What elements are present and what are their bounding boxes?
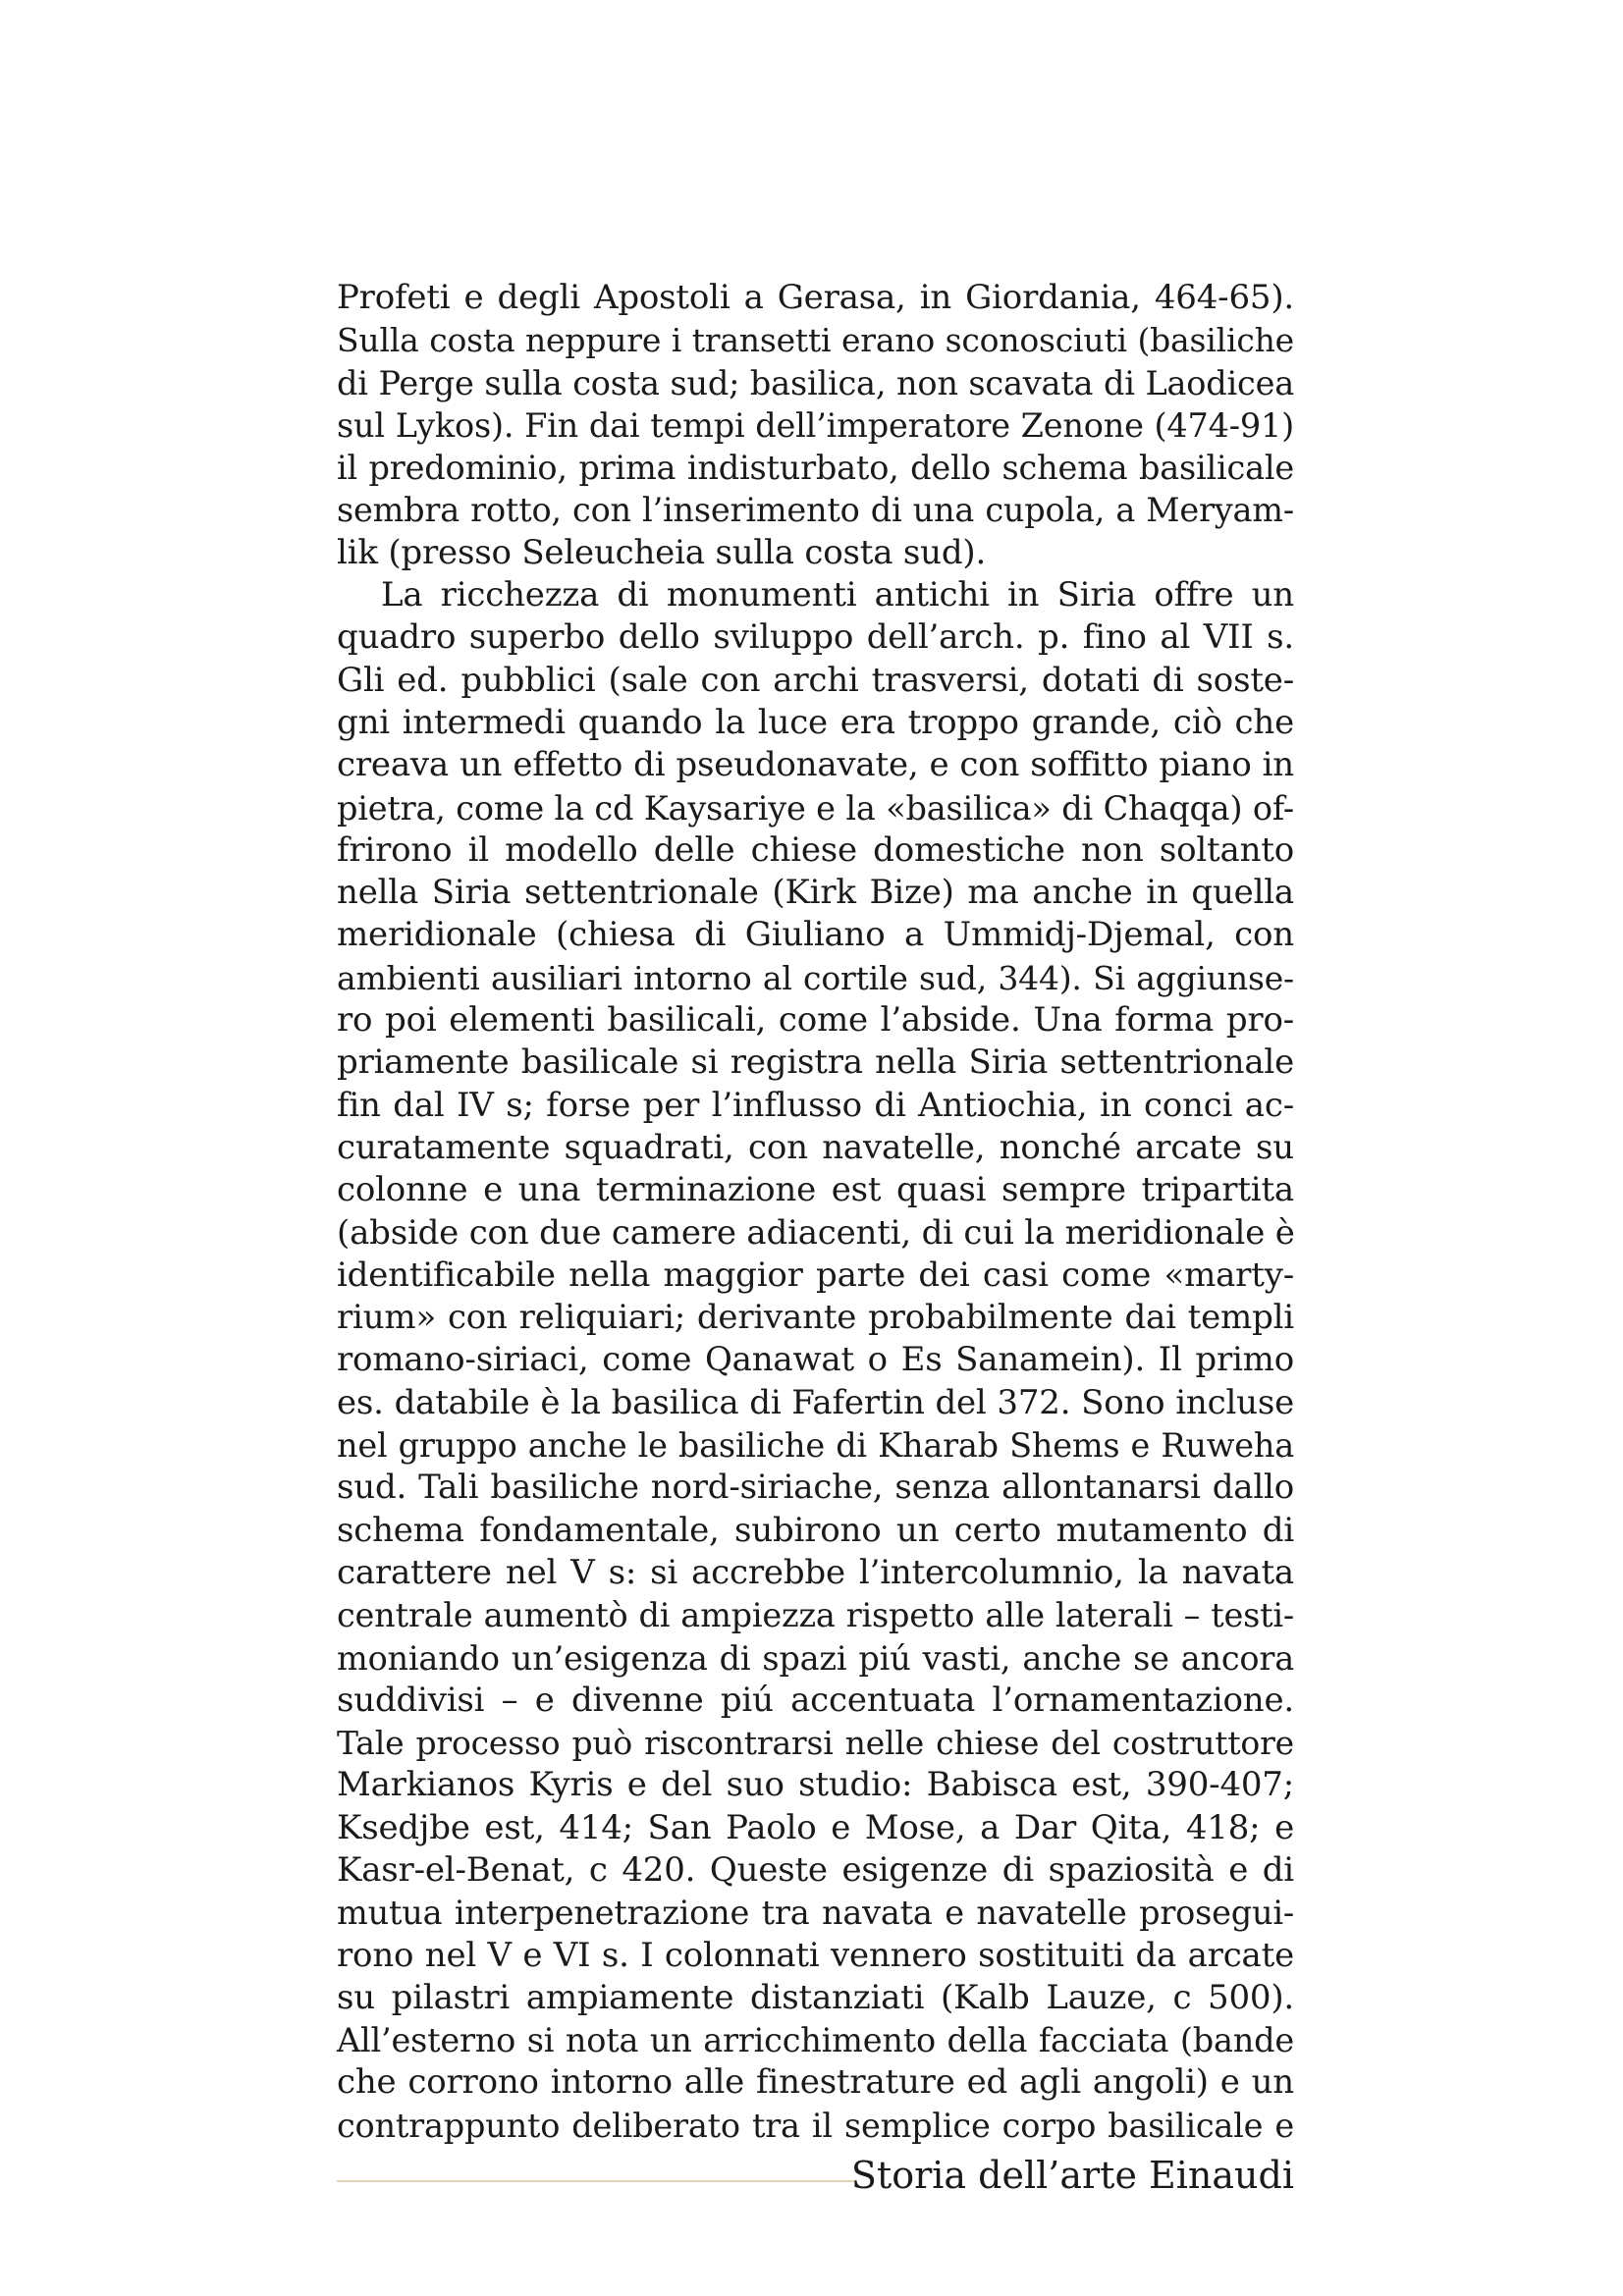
text-line: Profeti e degli Apostoli a Gerasa, in Giordania, 464-65). <box>337 278 1294 317</box>
text-line: quadro superbo dello sviluppo dell’arch. p. fino al VII s. <box>337 617 1294 658</box>
text-line: frirono il modello delle chiese domestiche non soltanto <box>337 829 1294 870</box>
text-line: schema fondamentale, subirono un certo mutamento di <box>337 1510 1294 1550</box>
text-line: es. databile è la basilica di Fafertin del 372. Sono incluse <box>337 1382 1294 1422</box>
text-line: Kasr-el-Benat, c 420. Queste esigenze di spaziosità e di <box>337 1849 1294 1890</box>
text-line: curatamente squadrati, con navatelle, nonché arcate su <box>337 1127 1294 1167</box>
text-line: di Perge sulla costa sud; basilica, non scavata di Laodicea <box>337 363 1294 402</box>
text-line: rium» con reliquiari; derivante probabilmente dai templi <box>337 1298 1294 1338</box>
text-line: gni intermedi quando la luce era troppo grande, ciò che <box>337 702 1294 742</box>
text-line: moniando un’esigenza di spazi piú vasti, anche se ancora <box>337 1638 1294 1678</box>
text-line: rono nel V e VI s. I colonnati vennero sostituiti da arcate <box>337 1935 1294 1975</box>
text-line: (abside con due camere adiacenti, di cui la meridionale è <box>337 1212 1295 1253</box>
text-line: suddivisi – e divenne piú accentuata l’ornamentazione. <box>337 1680 1294 1720</box>
text-line: identificabile nella maggior parte dei casi come «marty- <box>337 1255 1294 1295</box>
text-line: su pilastri ampiamente distanziati (Kalb Lauze, c 500). <box>337 1977 1294 2017</box>
text-line: creava un effetto di pseudonavate, e con soffitto piano in <box>337 745 1294 785</box>
text-line: mutua interpenetrazione tra navata e navatelle prosegui- <box>337 1894 1294 1933</box>
text-line: ambienti ausiliari intorno al cortile sud, 344). Si aggiunse- <box>337 958 1294 997</box>
body-text <box>337 277 1294 2147</box>
text-line: contrappunto deliberato tra il semplice corpo basilicale e <box>337 2106 1294 2145</box>
text-line: pietra, come la cd Kaysariye e la «basilica» di Chaqqa) of- <box>337 788 1294 828</box>
text-line: colonne e una terminazione est quasi sempre tripartita <box>337 1170 1294 1210</box>
text-line: Tale processo può riscontrarsi nelle chiese del costruttore <box>337 1724 1294 1763</box>
text-line: nella Siria settentrionale (Kirk Bize) ma anche in quella <box>337 873 1294 913</box>
text-line: nel gruppo anche le basiliche di Kharab Shems e Ruweha <box>337 1426 1294 1466</box>
text-line: sembra rotto, con l’inserimento di una cupola, a Meryam- <box>337 491 1294 530</box>
text-line: Ksedjbe est, 414; San Paolo e Mose, a Dar Qita, 418; e <box>337 1807 1294 1847</box>
text-line: fin dal IV s; forse per l’influsso di Antiochia, in conci ac- <box>337 1085 1294 1125</box>
text-line: sul Lykos). Fin dai tempi dell’imperatore Zenone (474-91) <box>337 405 1294 445</box>
text-line: La ricchezza di monumenti antichi in Siria offre un <box>381 575 1294 615</box>
text-line: ro poi elementi basilicali, come l’abside. Una forma pro- <box>337 1000 1294 1041</box>
footer-title: Storia dell’arte Einaudi <box>850 2154 1294 2197</box>
text-line: sud. Tali basiliche nord-siriache, senza allontanarsi dallo <box>337 1468 1294 1508</box>
text-line: Sulla costa neppure i transetti erano sconosciuti (basiliche <box>337 321 1294 360</box>
text-line: carattere nel V s: si accrebbe l’intercolumnio, la navata <box>337 1552 1294 1592</box>
text-line: All’esterno si nota un arricchimento della facciata (bande <box>337 2021 1294 2060</box>
text-line: Markianos Kyris e del suo studio: Babisca est, 390-407; <box>337 1765 1294 1805</box>
text-line: centrale aumentò di ampiezza rispetto alle laterali – testi- <box>337 1596 1294 1635</box>
text-line: lik (presso Seleucheia sulla costa sud). <box>337 532 987 572</box>
footer-divider <box>337 2180 855 2182</box>
text-line: romano-siriaci, come Qanawat o Es Sanamein). Il primo <box>337 1340 1294 1380</box>
text-line: che corrono intorno alle finestrature ed agli angoli) e un <box>337 2062 1294 2103</box>
text-line: priamente basilicale si registra nella Siria settentrionale <box>337 1042 1294 1083</box>
text-line: il predominio, prima indisturbato, dello schema basilicale <box>337 449 1294 488</box>
text-line: Gli ed. pubblici (sale con archi trasversi, dotati di soste- <box>337 660 1294 700</box>
text-line: meridionale (chiesa di Giuliano a Ummidj-Djemal, con <box>337 915 1294 955</box>
